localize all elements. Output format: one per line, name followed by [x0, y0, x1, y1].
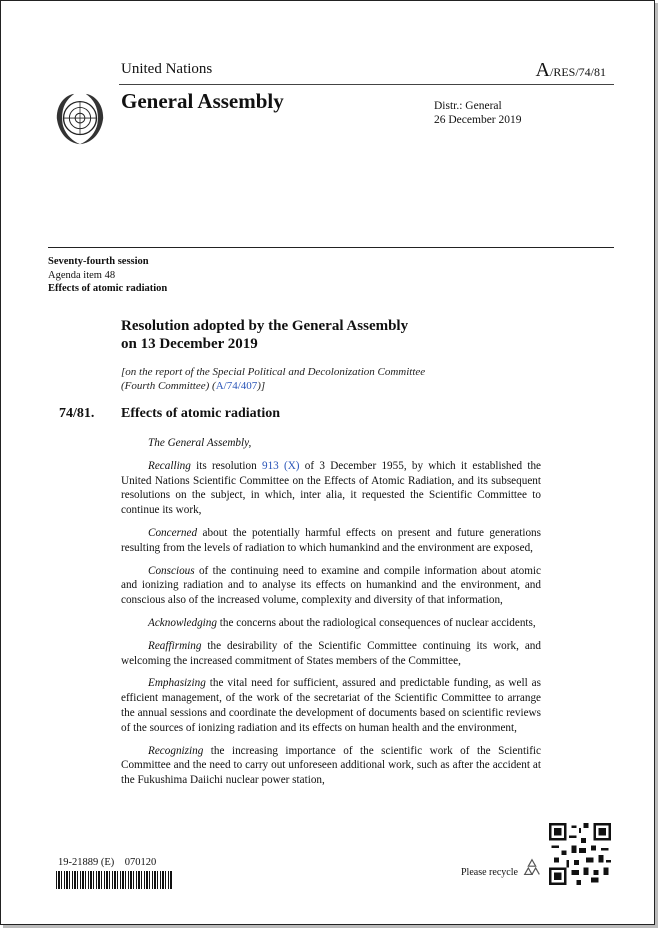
paragraph-recalling — [121, 459, 541, 518]
document-job-number: 19-21889 (E) 070120 — [58, 857, 157, 868]
un-emblem-icon — [51, 91, 109, 149]
paragraph-text: about the potentially harmful effects on present and future generations resulting from the levels of radiation to which humankind and the environment are exposed, — [121, 526, 541, 554]
resolution-number: 74/81. — [59, 406, 95, 421]
paragraph-lead: The General Assembly, — [148, 437, 252, 449]
resolution-title-line1: Resolution adopted by the General Assembly — [121, 318, 409, 334]
session-block — [48, 255, 167, 296]
report-close: )] — [257, 379, 266, 392]
symbol-rest: /RES/74/81 — [549, 65, 606, 79]
paragraph-reaffirming — [121, 639, 541, 669]
report-line2: (Fourth Committee) ( — [121, 379, 216, 392]
paragraph-text: the desirability of the Scientific Committee continuing its work, and welcoming the increased commitment of States members of the Committee, — [121, 639, 541, 667]
document-symbol — [536, 59, 606, 82]
distribution-block — [434, 99, 522, 127]
paragraph-recognizing — [121, 744, 541, 788]
qr-code-icon — [549, 823, 611, 885]
resolution-title — [121, 317, 408, 353]
paragraph-lead: Recalling — [148, 459, 191, 472]
recycle-label: Please recycle — [461, 867, 518, 878]
resolution-title-line2: on 13 December 2019 — [121, 336, 258, 352]
distribution-label: Distr.: General — [434, 100, 502, 112]
symbol-letter: A — [535, 59, 550, 81]
agenda-item: Agenda item 48 — [48, 269, 116, 281]
paragraph-text: of 3 December 1955, by which it established the United Nations Scientific Committee on the Effects of Atomic Radiation, and its subsequent resolutions on the subject, in which, inter alia, it requested the Scientific Committee to continue its work, — [121, 459, 542, 517]
agenda-topic: Effects of atomic radiation — [48, 283, 168, 294]
header-rule — [119, 84, 614, 85]
resolution-link[interactable]: 913 (X) — [261, 459, 300, 472]
report-line1: [on the report of the Special Political and Decolonization Committee — [121, 366, 426, 378]
recycle-icon — [521, 857, 543, 879]
paragraph-lead: Concerned — [148, 526, 198, 539]
section-rule — [48, 247, 614, 248]
paragraph-acknowledging — [121, 616, 541, 631]
report-reference — [121, 366, 481, 393]
barcode-icon — [56, 871, 172, 889]
report-link[interactable]: A/74/407 — [215, 379, 258, 392]
resolution-body — [121, 436, 541, 796]
paragraph-lead: Recognizing — [148, 744, 204, 757]
resolution-heading: Effects of atomic radiation — [121, 406, 281, 421]
paragraph-lead: Conscious — [148, 564, 195, 577]
organization-name: United Nations — [121, 61, 213, 77]
paragraph-text: the increasing importance of the scientific work of the Scientific Committee and the need to carry out unforeseen additional work, such as after the accident at the Fukushima Daiichi nuclear power station, — [121, 744, 541, 787]
paragraph-concerned — [121, 526, 541, 556]
document-date: 26 December 2019 — [434, 114, 522, 126]
session-name: Seventy-fourth session — [48, 256, 149, 267]
paragraph-text: the concerns about the radiological consequences of nuclear accidents, — [216, 616, 536, 629]
paragraph-lead: Reaffirming — [148, 639, 202, 652]
paragraph-text: of the continuing need to examine and compile information about atomic and ionizing radiation and to analyse its effects on humankind and the environment, and conscious also of the increased volume, complexity and diversity of that information, — [121, 564, 541, 607]
paragraph-lead: Acknowledging — [148, 616, 217, 629]
paragraph-conscious — [121, 564, 541, 608]
paragraph-text: the vital need for sufficient, assured and predictable funding, as well as efficient management, of the work of the secretariat of the Scientific Committee to arrange the annual sessions and coordinate the development of documents based on scientific reviews of the sources of ionizing radiation and its effects on human health and the environment, — [121, 677, 541, 734]
paragraph-emphasizing — [121, 676, 541, 735]
paragraph-lead: Emphasizing — [148, 677, 206, 690]
paragraph-preamble — [121, 436, 541, 451]
paragraph-text: its resolution — [190, 459, 262, 472]
general-assembly-title: General Assembly — [121, 89, 284, 113]
